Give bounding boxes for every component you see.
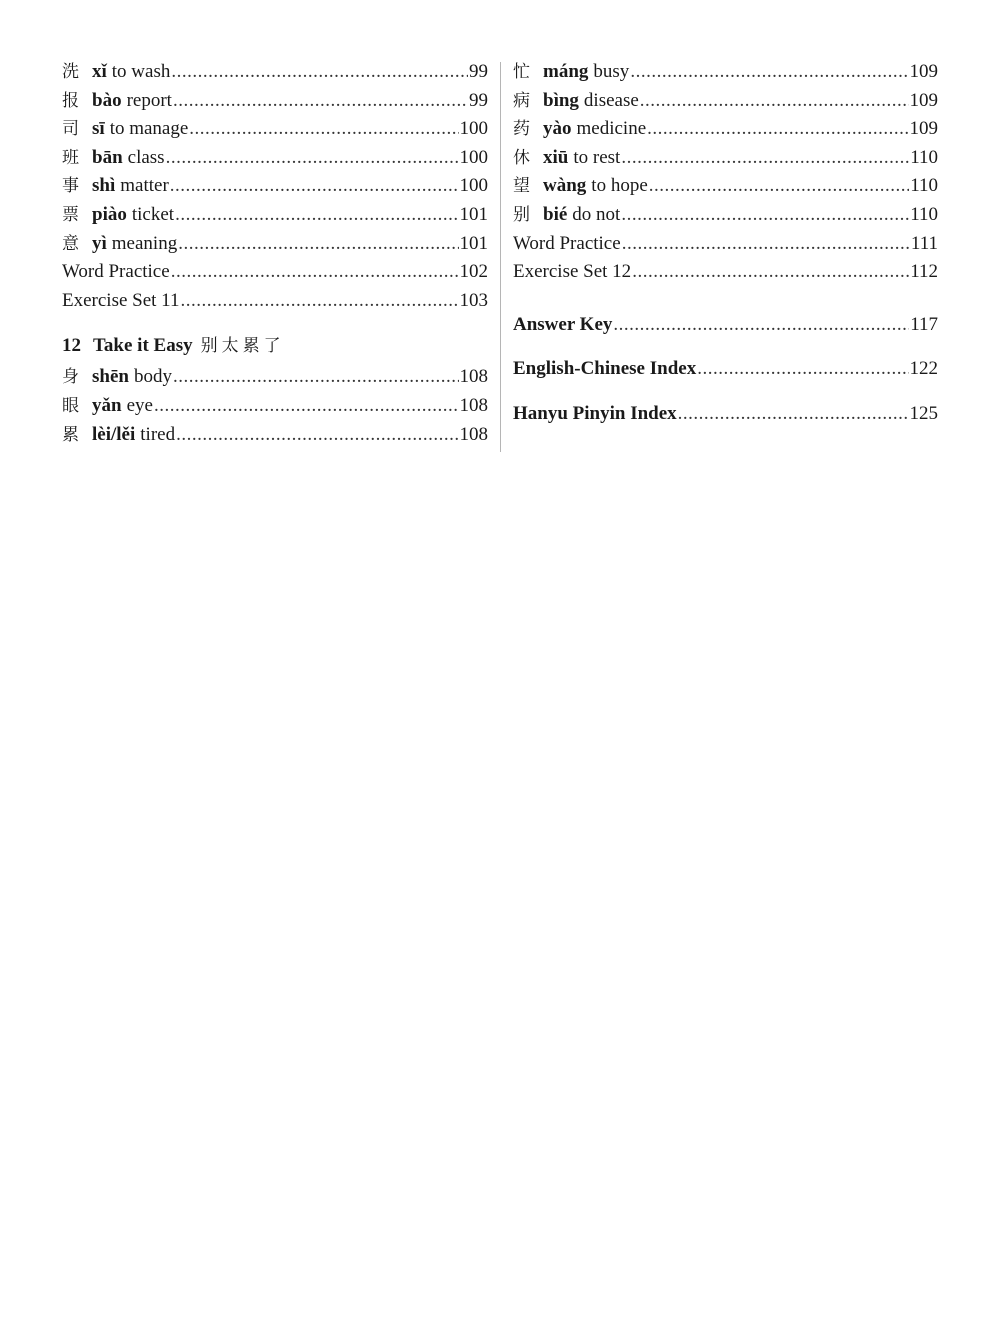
entry-page-number: 100 <box>459 175 488 197</box>
entry-label: Word Practice <box>513 232 621 254</box>
dot-leader <box>613 311 909 340</box>
vocab-list <box>513 58 938 230</box>
entry-page-number: 110 <box>910 203 938 225</box>
entry-hanzi: 病 <box>513 90 530 111</box>
toc-entry[interactable] <box>513 144 938 173</box>
entry-page-number: 108 <box>459 366 488 388</box>
toc-left-column <box>62 58 488 449</box>
toc-right-column <box>513 58 938 429</box>
entry-label: Hanyu Pinyin Index <box>513 402 677 424</box>
toc-entry[interactable] <box>513 201 938 230</box>
back-matter-entry[interactable] <box>513 311 938 340</box>
entry-label: English-Chinese Index <box>513 358 697 380</box>
toc-entry[interactable] <box>62 363 488 392</box>
entry-pinyin: bié <box>543 203 568 225</box>
lesson-title: Take it Easy <box>93 335 193 357</box>
toc-entry[interactable] <box>513 115 938 144</box>
entry-pinyin: piào <box>92 203 127 225</box>
entry-gloss: body <box>133 366 172 388</box>
entry-gloss: tired <box>140 423 176 445</box>
entry-hanzi: 报 <box>62 90 79 111</box>
entry-hanzi: 事 <box>62 176 79 197</box>
entry-pinyin: xǐ <box>92 61 107 82</box>
entry-hanzi: 洗 <box>62 62 79 82</box>
entry-hanzi: 身 <box>62 367 79 388</box>
dot-leader <box>180 287 458 316</box>
entry-pinyin: yì <box>92 232 107 254</box>
entry-page-number: 110 <box>910 146 938 168</box>
dot-leader <box>697 355 908 384</box>
entry-gloss: meaning <box>111 232 178 254</box>
entry-gloss: to wash <box>111 61 171 82</box>
dot-leader <box>649 172 909 201</box>
dot-leader <box>171 258 459 287</box>
entry-pinyin: máng <box>543 61 589 82</box>
entry-page-number: 99 <box>469 89 488 111</box>
entry-gloss: do not <box>572 203 621 225</box>
entry-hanzi: 休 <box>513 147 530 168</box>
toc-entry[interactable] <box>62 87 488 116</box>
toc-entry[interactable] <box>62 201 488 230</box>
dot-leader <box>170 172 459 201</box>
entry-page-number: 99 <box>469 61 488 82</box>
entry-pinyin: lèi/lěi <box>92 423 136 445</box>
entry-gloss: matter <box>120 175 169 197</box>
entry-hanzi: 司 <box>62 119 79 140</box>
entry-hanzi: 班 <box>62 147 79 168</box>
entry-page-number: 100 <box>459 118 488 140</box>
toc-entry[interactable] <box>62 421 488 450</box>
entry-page-number: 117 <box>910 313 938 335</box>
entry-gloss: to hope <box>591 175 648 197</box>
toc-entry[interactable] <box>513 58 938 87</box>
back-matter-entry[interactable] <box>513 355 938 384</box>
dot-leader <box>622 230 910 259</box>
vocab-list <box>62 58 488 258</box>
entry-pinyin: shì <box>92 175 116 197</box>
dot-leader <box>175 201 458 230</box>
back-matter-entry[interactable] <box>513 400 938 429</box>
dot-leader <box>647 115 908 144</box>
entry-page-number: 101 <box>459 203 488 225</box>
entry-page-number: 103 <box>459 289 488 311</box>
column-divider <box>500 62 501 452</box>
lesson-heading[interactable] <box>62 329 488 363</box>
entry-gloss: busy <box>593 61 630 82</box>
vocab-list <box>62 363 488 449</box>
entry-page-number: 108 <box>459 423 488 445</box>
entry-pinyin: yǎn <box>92 394 122 416</box>
dot-leader <box>621 144 909 173</box>
entry-pinyin: bào <box>92 89 122 111</box>
toc-entry[interactable] <box>62 392 488 421</box>
toc-entry[interactable] <box>62 58 488 87</box>
entry-gloss: to manage <box>109 118 189 140</box>
entry-hanzi: 票 <box>62 204 79 225</box>
dot-leader <box>621 201 909 230</box>
entry-page-number: 122 <box>909 358 938 380</box>
toc-entry[interactable] <box>62 172 488 201</box>
entry-label: Exercise Set 11 <box>62 289 180 311</box>
dot-leader <box>632 258 909 287</box>
section-entry[interactable] <box>513 258 938 287</box>
entry-page-number: 109 <box>909 61 938 82</box>
entry-pinyin: wàng <box>543 175 587 197</box>
toc-entry[interactable] <box>62 144 488 173</box>
entry-label: Word Practice <box>62 261 170 283</box>
lesson-number: 12 <box>62 335 81 357</box>
entry-pinyin: bān <box>92 146 123 168</box>
dot-leader <box>166 144 459 173</box>
entry-gloss: eye <box>126 394 153 416</box>
dot-leader <box>173 363 459 392</box>
entry-gloss: to rest <box>573 146 621 168</box>
entry-gloss: report <box>126 89 172 111</box>
section-list <box>513 230 938 287</box>
entry-gloss: ticket <box>131 203 175 225</box>
entry-page-number: 125 <box>909 402 938 424</box>
entry-gloss: medicine <box>576 118 647 140</box>
toc-entry[interactable] <box>513 172 938 201</box>
entry-page-number: 110 <box>910 175 938 197</box>
entry-page-number: 109 <box>909 89 938 111</box>
dot-leader <box>173 87 468 116</box>
dot-leader <box>171 58 468 87</box>
dot-leader <box>678 400 909 429</box>
dot-leader <box>189 115 458 144</box>
entry-pinyin: xiū <box>543 146 569 168</box>
entry-page-number: 102 <box>459 261 488 283</box>
entry-gloss: class <box>127 146 165 168</box>
toc-entry[interactable] <box>513 87 938 116</box>
back-matter-list <box>513 311 938 429</box>
section-entry[interactable] <box>513 230 938 259</box>
section-entry[interactable] <box>62 287 488 316</box>
section-list <box>62 258 488 315</box>
lesson-title-chinese: 别太累了 <box>200 336 285 357</box>
entry-hanzi: 累 <box>62 424 79 445</box>
dot-leader <box>630 58 908 87</box>
entry-page-number: 108 <box>459 394 488 416</box>
entry-pinyin: yào <box>543 118 572 140</box>
entry-hanzi: 别 <box>513 204 530 225</box>
entry-hanzi: 望 <box>513 176 530 197</box>
section-entry[interactable] <box>62 258 488 287</box>
entry-pinyin: bìng <box>543 89 579 111</box>
toc-entry[interactable] <box>62 115 488 144</box>
entry-gloss: disease <box>583 89 639 111</box>
entry-label: Exercise Set 12 <box>513 261 632 283</box>
entry-label: Answer Key <box>513 313 613 335</box>
dot-leader <box>178 230 458 259</box>
entry-hanzi: 眼 <box>62 395 79 416</box>
dot-leader <box>154 392 459 421</box>
entry-pinyin: sī <box>92 118 105 140</box>
dot-leader <box>176 421 458 450</box>
entry-page-number: 101 <box>459 232 488 254</box>
entry-pinyin: shēn <box>92 366 129 388</box>
entry-page-number: 100 <box>459 146 488 168</box>
dot-leader <box>640 87 909 116</box>
entry-hanzi: 忙 <box>513 62 530 82</box>
entry-hanzi: 药 <box>513 119 530 140</box>
entry-hanzi: 意 <box>62 233 79 254</box>
toc-entry[interactable] <box>62 230 488 259</box>
entry-page-number: 109 <box>909 118 938 140</box>
entry-page-number: 112 <box>910 261 938 283</box>
entry-page-number: 111 <box>910 232 938 254</box>
